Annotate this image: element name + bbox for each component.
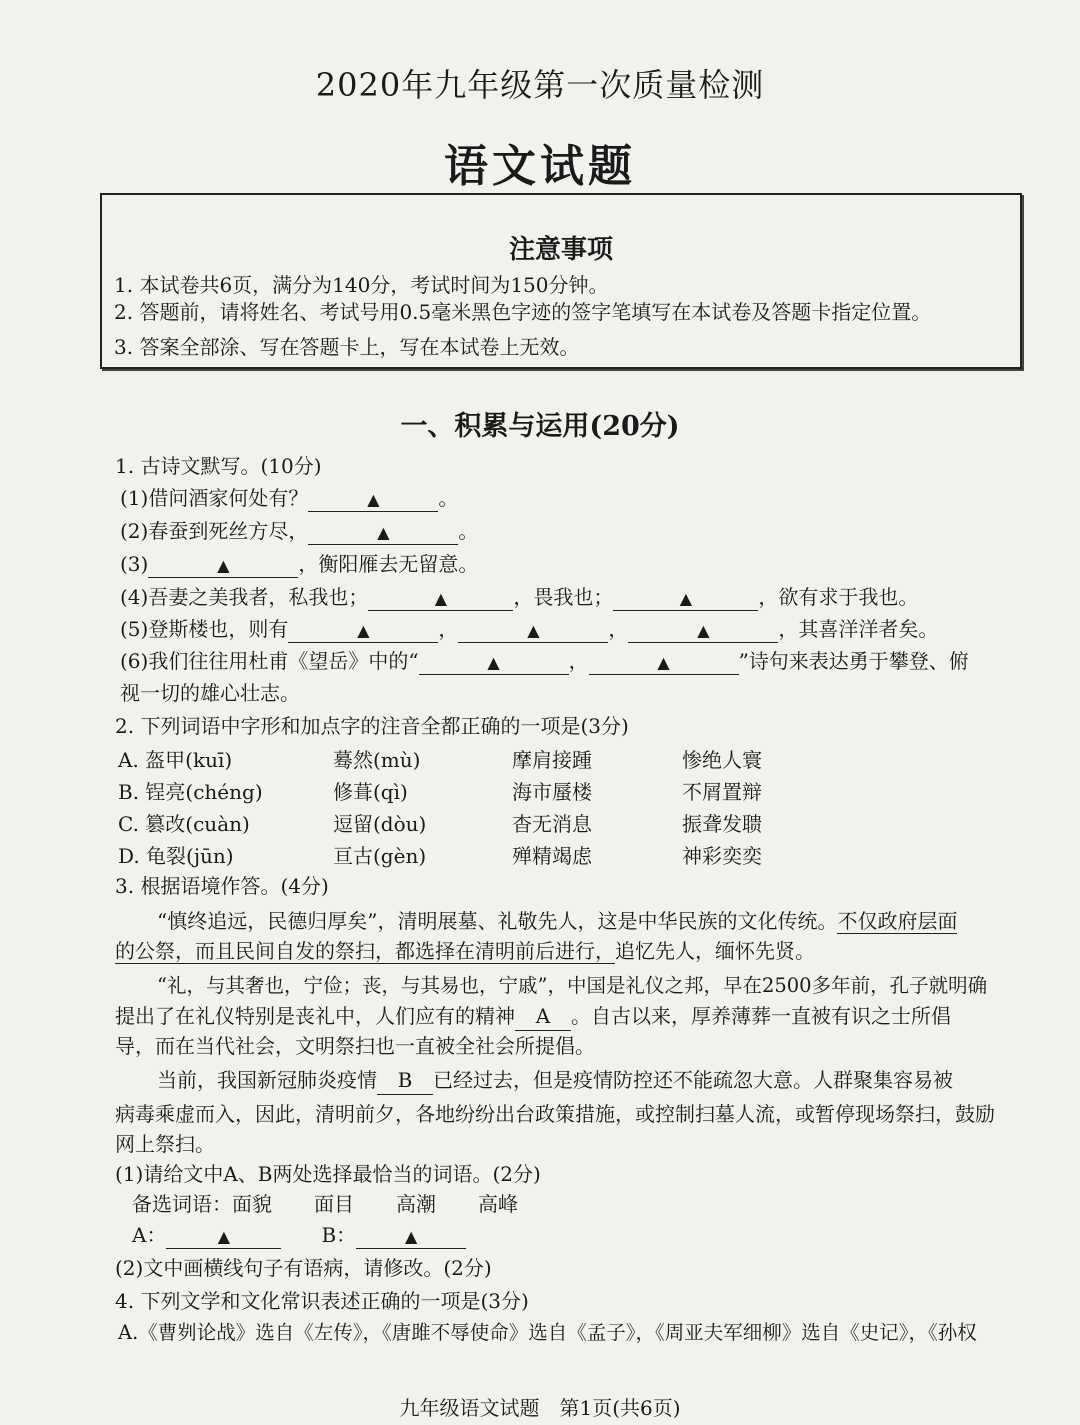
q2-word: 逗留(dòu) — [333, 812, 427, 836]
notice-item: 2. 答题前，请将姓名、考试号用0.5毫米黑色字迹的签字笔填写在本试卷及答题卡指定位置。 — [114, 300, 932, 324]
q2-word: 不屑置辩 — [682, 780, 762, 804]
answer-blank[interactable]: ▲ — [308, 487, 438, 512]
answer-blank[interactable]: ▲ — [288, 618, 438, 643]
answer-blank[interactable]: ▲ — [613, 586, 758, 611]
question-stem: 4. 下列文学和文化常识表述正确的一项是(3分) — [115, 1289, 529, 1313]
q1-item-4: (4)吾妻之美我者，私我也； ▲ ，畏我也； ▲ ，欲有求于我也。 — [120, 585, 919, 609]
answer-blank-b[interactable]: ▲ — [356, 1224, 466, 1249]
passage-line: 提出了在礼仪特别是丧礼中，人们应有的精神 A 。自古以来，厚养薄葬一直被有识之士所倡 — [115, 1002, 951, 1031]
blank-a[interactable]: A — [515, 1002, 571, 1031]
answer-blank[interactable]: ▲ — [589, 650, 739, 675]
q1-item-1: (1)借问酒家何处有？ ▲ 。 — [120, 486, 459, 510]
q2-option-c[interactable]: C. 篡改(cuàn) — [118, 812, 250, 836]
sub-question: (2)文中画横线句子有语病，请修改。(2分) — [115, 1256, 492, 1280]
q1-item-3: (3) ▲ ，衡阳雁去无留意。 — [120, 552, 479, 576]
answer-blank[interactable]: ▲ — [308, 520, 458, 545]
answer-blank[interactable]: ▲ — [628, 618, 778, 643]
notice-heading: 注意事项 — [508, 235, 613, 265]
q4-option-a[interactable]: A.《曹刿论战》选自《左传》，《唐雎不辱使命》选自《孟子》，《周亚夫军细柳》选自《史记》，《孙权 — [118, 1321, 977, 1344]
exam-super-title: 2020年九年级第一次质量检测 — [315, 66, 765, 104]
underlined-sentence: 不仅政府层面 — [837, 909, 958, 933]
passage-line: 当前，我国新冠肺炎疫情 B 已经过去，但是疫情防控还不能疏忽大意。人群聚集容易被 — [157, 1066, 953, 1095]
question-stem: 1. 古诗文默写。(10分) — [115, 454, 322, 478]
blank-b[interactable]: B — [377, 1066, 433, 1095]
notice-box — [100, 193, 1022, 369]
word-options: 备选词语：面貌 面目 高潮 高峰 — [132, 1192, 518, 1216]
passage-line: 病毒乘虚而入，因此，清明前夕，各地纷纷出台政策措施，或控制扫墓人流，或暂停现场祭扫，鼓励 — [115, 1102, 995, 1126]
question-stem: 3. 根据语境作答。(4分) — [115, 874, 329, 898]
passage-line: 的公祭，而且民间自发的祭扫，都选择在清明前后进行，追忆先人，缅怀先贤。 — [115, 939, 815, 963]
notice-item: 3. 答案全部涂、写在答题卡上，写在本试卷上无效。 — [114, 335, 580, 359]
sub-question: (1)请给文中A、B两处选择最恰当的词语。(2分) — [115, 1162, 541, 1186]
q2-option-a[interactable]: A. 盔甲(kuī) — [118, 748, 233, 772]
q2-word: 海市蜃楼 — [512, 780, 592, 804]
passage-line: 网上祭扫。 — [115, 1132, 215, 1156]
answer-blank-a[interactable]: ▲ — [166, 1224, 281, 1249]
q2-word: 振聋发聩 — [682, 812, 762, 836]
q2-word: 蓦然(mù) — [333, 748, 421, 772]
passage-line: “礼，与其奢也，宁俭；丧，与其易也，宁戚”，中国是礼仪之邦，早在2500多年前，孔子就明确 — [157, 974, 988, 997]
section-title: 一、积累与运用(20分) — [400, 411, 680, 442]
q2-word: 杳无消息 — [512, 812, 592, 836]
q2-word: 神彩奕奕 — [682, 844, 762, 868]
notice-item: 1. 本试卷共6页，满分为140分，考试时间为150分钟。 — [114, 273, 609, 297]
page-footer: 九年级语文试题 第1页(共6页) — [399, 1396, 681, 1420]
question-stem: 2. 下列词语中字形和加点字的注音全都正确的一项是(3分) — [115, 714, 629, 738]
q2-word: 亘古(gèn) — [333, 844, 427, 868]
q1-item-5: (5)登斯楼也，则有 ▲ ， ▲ ， ▲ ，其喜洋洋者矣。 — [120, 617, 939, 641]
passage-line: “慎终追远，民德归厚矣”，清明展墓、礼敬先人，这是中华民族的文化传统。不仅政府层面 — [157, 909, 958, 933]
answer-blank[interactable]: ▲ — [368, 586, 513, 611]
answer-blank[interactable]: ▲ — [419, 650, 569, 675]
passage-line: 导，而在当代社会，文明祭扫也一直被全社会所提倡。 — [115, 1034, 595, 1058]
answer-blank[interactable]: ▲ — [148, 553, 298, 578]
q2-option-d[interactable]: D. 龟裂(jūn) — [118, 844, 234, 868]
q2-option-b[interactable]: B. 锃亮(chéng) — [118, 780, 263, 804]
q2-word: 摩肩接踵 — [512, 748, 592, 772]
answer-line: A： ▲ B： ▲ — [132, 1221, 466, 1249]
q1-item-6-cont: 视一切的雄心壮志。 — [120, 681, 300, 705]
q2-word: 殚精竭虑 — [512, 844, 592, 868]
q2-word: 惨绝人寰 — [682, 748, 762, 772]
q1-item-2: (2)春蚕到死丝方尽， ▲ 。 — [120, 519, 479, 543]
q2-word: 修葺(qì) — [333, 780, 408, 804]
underlined-sentence: 的公祭，而且民间自发的祭扫，都选择在清明前后进行， — [115, 939, 615, 963]
exam-title: 语文试题 — [444, 141, 636, 192]
answer-blank[interactable]: ▲ — [458, 618, 608, 643]
q1-item-6: (6)我们往往用杜甫《望岳》中的“ ▲ ， ▲ ”诗句来表达勇于攀登、俯 — [120, 649, 969, 673]
